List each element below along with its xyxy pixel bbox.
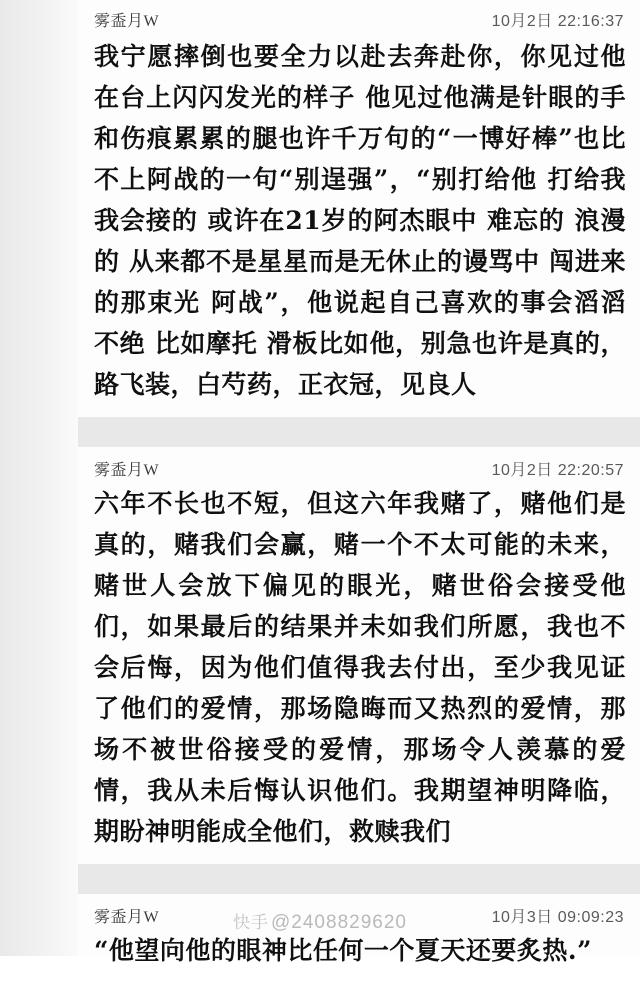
left-gutter <box>0 0 78 956</box>
post-author[interactable]: 雾盉月W <box>94 462 160 479</box>
post-text: “他望向他的眼神比任何一个夏天还要炙热.” <box>94 936 592 965</box>
post-divider <box>78 864 640 894</box>
watermark-app-label: 快手 <box>233 913 270 932</box>
post-header <box>78 894 640 924</box>
post-header <box>78 0 640 30</box>
post-list <box>78 0 640 965</box>
watermark-handle: @2408829620 <box>271 912 407 933</box>
post-item[interactable] <box>78 447 640 864</box>
post-divider <box>78 417 640 447</box>
post-item[interactable] <box>78 894 640 983</box>
post-timestamp: 10月2日 22:20:57 <box>491 462 624 479</box>
post-author[interactable]: 雾盉月W <box>94 13 160 30</box>
post-item[interactable] <box>78 0 640 417</box>
post-author[interactable]: 雾盉月W <box>94 909 160 926</box>
post-header <box>78 447 640 477</box>
post-timestamp: 10月2日 22:16:37 <box>491 13 624 30</box>
post-timestamp: 10月3日 09:09:23 <box>491 909 624 926</box>
post-text: 我宁愿摔倒也要全力以赴去奔赴你，你见过他在台上闪闪发光的样子 他见过他满是针眼的手和伤痕累累的腿也许千万句的“一博好棒”也比不上阿战的一句“别逞强”，“别打给他 打给我 我会接的 或许在21岁的阿杰眼中 难忘的 浪漫的 从来都不是星星而是无休止的谩骂中 闯进来的那束光 阿战”，他说起自己喜欢的事会滔滔不绝 比如摩托 滑板比如他，别急也许是真的，路飞装，白芍药，正衣冠，见良人 <box>94 42 626 399</box>
post-text: 六年不长也不短，但这六年我赌了，赌他们是真的，赌我们会赢，赌一个不太可能的未来，赌世人会放下偏见的眼光，赌世俗会接受他们，如果最后的结果并未如我们所愿，我也不会后悔，因为他们值得我去付出，至少我见证了他们的爱情，那场隐晦而又热烈的爱情，那场不被世俗接受的爱情，那场令人羡慕的爱情，我从未后悔认识他们。我期望神明降临，期盼神明能成全他们，救赎我们 <box>94 489 626 846</box>
